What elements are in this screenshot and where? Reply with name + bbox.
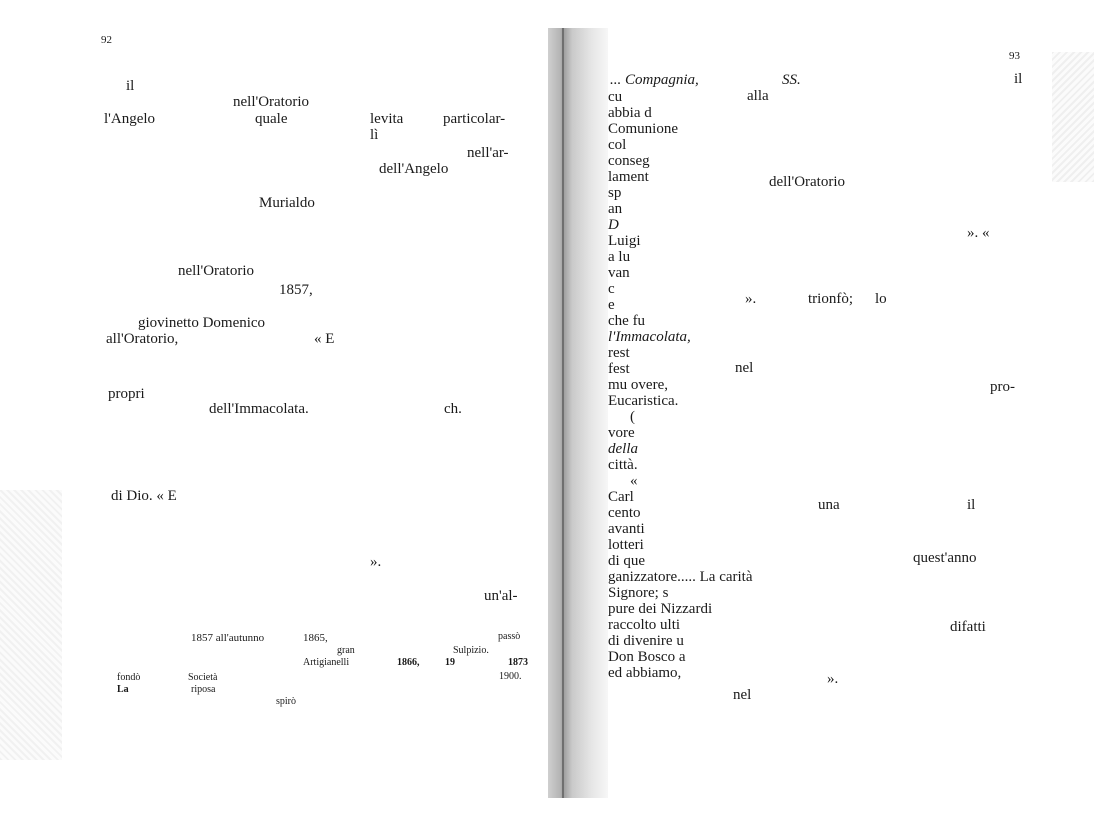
line-fragment: città. — [608, 457, 638, 473]
page-number-left: 92 — [101, 34, 112, 46]
line-fragment: rest — [608, 345, 630, 361]
text-fragment: nel — [735, 360, 754, 376]
text-fragment: giovinetto Domenico — [138, 315, 266, 331]
line-fragment: conseg — [608, 153, 650, 169]
line-fragment: Carl — [608, 489, 634, 505]
line-fragment: che fu — [608, 313, 646, 329]
footnote-fragment: passò — [498, 631, 521, 642]
line-fragment: Luigi — [608, 233, 641, 249]
line-fragment: « — [630, 473, 638, 489]
line-fragment: ed abbiamo, — [608, 665, 682, 681]
book-gutter — [548, 28, 608, 798]
line-fragment: Comunione — [608, 121, 678, 137]
text-fragment: dell'Angelo — [379, 161, 449, 177]
text-fragment: lì — [370, 127, 379, 143]
footnote-fragment: 1865, — [303, 632, 328, 644]
text-fragment: il — [1014, 71, 1023, 87]
page-number-right: 93 — [1009, 50, 1020, 62]
text-fragment: ... Compagnia, — [610, 72, 699, 88]
text-fragment: dell'Oratorio — [769, 174, 846, 190]
footnote-fragment: 1866, — [397, 657, 420, 668]
text-fragment: l'Angelo — [104, 111, 156, 127]
line-fragment: di que — [608, 553, 646, 569]
line-fragment: avanti — [608, 521, 645, 537]
footnote-fragment: Artigianelli — [303, 657, 350, 668]
text-fragment: ch. — [444, 401, 462, 417]
line-fragment: a lu — [608, 249, 631, 265]
footnote-fragment: 1900. — [499, 671, 522, 682]
text-fragment: ». — [827, 671, 839, 687]
text-fragment: quale — [255, 111, 288, 127]
text-fragment: levita — [370, 111, 404, 127]
line-fragment: sp — [608, 185, 622, 201]
text-fragment: all'Oratorio, — [106, 331, 179, 347]
line-fragment: van — [608, 265, 630, 281]
text-fragment: il — [967, 497, 976, 513]
text-fragment: nel — [733, 687, 752, 703]
line-fragment: pure dei Nizzardi — [608, 601, 713, 617]
line-fragment: col — [608, 137, 627, 153]
line-fragment: vore — [608, 425, 635, 441]
text-fragment: ». — [745, 291, 757, 307]
footnote-fragment: 19 — [445, 657, 455, 668]
line-fragment: ( — [630, 409, 635, 425]
text-fragment: nell'Oratorio — [178, 263, 255, 279]
footnote-fragment: Sulpizio. — [453, 645, 489, 656]
line-fragment: raccolto ulti — [608, 617, 681, 633]
line-fragment: Don Bosco a — [608, 649, 686, 665]
text-fragment: una — [818, 497, 840, 513]
line-fragment: l'Immacolata, — [608, 329, 691, 345]
line-fragment: cu — [608, 89, 623, 105]
text-fragment: un'al- — [484, 588, 518, 604]
line-fragment: ganizzatore..... La carità — [608, 569, 753, 585]
line-fragment: di divenire u — [608, 633, 684, 649]
line-fragment: c — [608, 281, 615, 297]
text-fragment: trionfò; — [808, 291, 853, 307]
page-edge-shadow-left — [0, 490, 62, 760]
line-fragment: lament — [608, 169, 649, 185]
text-fragment: 1857, — [279, 282, 313, 298]
line-fragment: cento — [608, 505, 641, 521]
line-fragment: lotteri — [608, 537, 644, 553]
text-fragment: nell'Oratorio — [233, 94, 310, 110]
text-fragment: ». — [370, 554, 382, 570]
footnote-fragment: fondò — [117, 672, 141, 683]
line-fragment: abbia d — [608, 105, 652, 121]
line-fragment: Eucaristica. — [608, 393, 679, 409]
gutter-fold-line — [562, 28, 564, 798]
text-fragment: nell'ar- — [467, 145, 509, 161]
text-fragment: propri — [108, 386, 145, 402]
text-fragment: dell'Immacolata. — [209, 401, 309, 417]
text-fragment: ». « — [967, 225, 990, 241]
footnote-fragment: gran — [337, 645, 355, 656]
text-fragment: Murialdo — [259, 195, 315, 211]
right-text-column — [608, 89, 753, 681]
footnote-fragment: riposa — [191, 684, 216, 695]
footnote-fragment: 1857 all'autunno — [191, 632, 265, 644]
line-fragment: mu overe, — [608, 377, 668, 393]
text-fragment: difatti — [950, 619, 986, 635]
text-fragment: di Dio. « E — [111, 488, 177, 504]
line-fragment: fest — [608, 361, 630, 377]
text-fragment: lo — [875, 291, 887, 307]
line-fragment: an — [608, 201, 623, 217]
footnote-fragment: Società — [188, 672, 218, 683]
line-fragment: della — [608, 441, 638, 457]
text-fragment: il — [126, 78, 135, 94]
page-edge-shadow-right — [1052, 52, 1094, 182]
text-fragment: SS. — [782, 72, 801, 88]
line-fragment: Signore; s — [608, 585, 669, 601]
footnote-fragment: La — [117, 684, 129, 695]
footnote-fragment: 1873 — [508, 657, 528, 668]
text-fragment: pro- — [990, 379, 1015, 395]
text-fragment: « E — [314, 331, 335, 347]
text-fragment: quest'anno — [913, 550, 977, 566]
footnote-fragment: spirò — [276, 696, 296, 707]
line-fragment: D — [608, 217, 619, 233]
text-fragment: alla — [747, 88, 769, 104]
text-fragment: particolar- — [443, 111, 506, 127]
line-fragment: e — [608, 297, 615, 313]
